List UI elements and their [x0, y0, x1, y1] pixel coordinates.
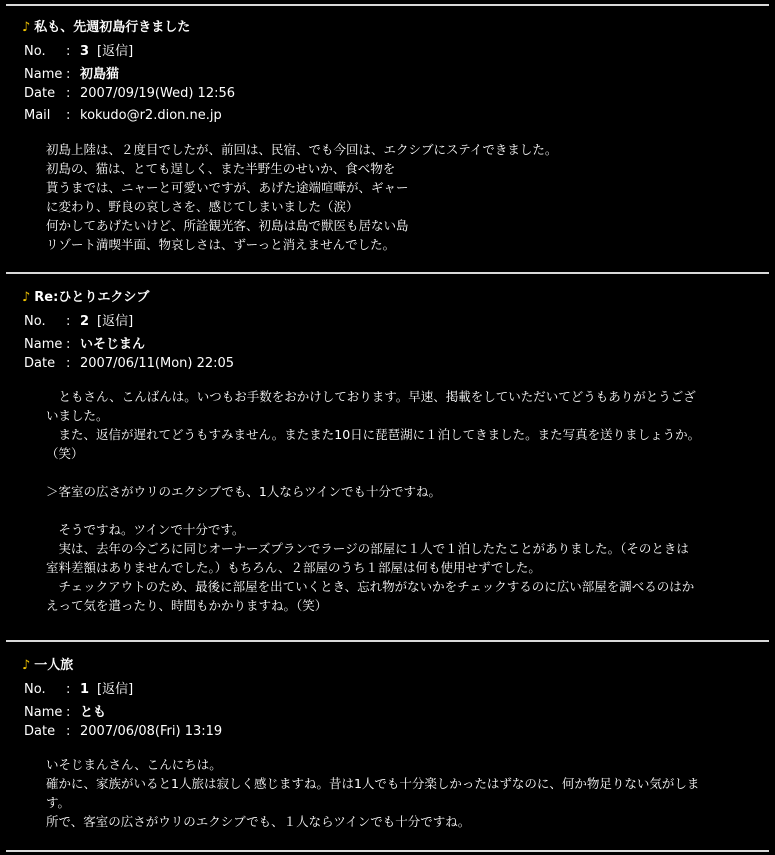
divider	[6, 640, 769, 642]
divider-top	[6, 4, 769, 6]
post-date: 2007/06/08(Fri) 13:19	[80, 724, 223, 739]
post-name-row: Name : とも	[24, 705, 107, 720]
post-name-row: Name : いそじまん	[24, 337, 146, 352]
music-note-icon: ♪	[22, 658, 31, 673]
author-name: とも	[80, 705, 107, 720]
reply-link[interactable]: [返信]	[97, 44, 134, 59]
post-date: 2007/09/19(Wed) 12:56	[80, 86, 236, 101]
post-date-row: Date : 2007/09/19(Wed) 12:56	[24, 86, 236, 101]
post-body: ともさん、こんばんは。いつもお手数をおかけしております。早速、掲載をしていただいてどうもありがとうござ いました。 また、返信が遅れてどうもすみません。またまた10日に琵琶湖に１泊してきました。また写真を送りましょうか。 （笑） ＞客室の広さがウリのエクシブでも、1人ならツインでも十分ですね。 そうですね。ツインで十分です。 実は、去年の今ごろに同じオーナーズプランでラージの部屋に１人で１泊したたことがありました。（そのときは 室料差額はありませんでした。）もちろん、２部屋のうち１部屋は何も使用せずでした。 チェックアウトのため、最後に部屋を出ていくとき、忘れ物がないかをチェックするのに広い部屋を調べるのはか えって気を遣ったり、時間もかかりますね。（笑）	[46, 389, 701, 613]
divider-bottom	[6, 850, 769, 852]
post-body: いそじまんさん、こんにちは。 確かに、家族がいると1人旅は寂しく感じますね。昔は1人でも十分楽しかったはずなのに、何か物足りない気がしま す。 所で、客室の広さがウリのエクシブでも、１人ならツインでも十分ですね。	[46, 757, 700, 829]
reply-link[interactable]: [返信]	[97, 682, 134, 697]
reply-link[interactable]: [返信]	[97, 314, 134, 329]
author-name: いそじまん	[80, 337, 146, 352]
post-title[interactable]: ♪ Re:ひとりエクシブ	[22, 290, 150, 305]
post-number: 3	[80, 44, 90, 59]
post-number: 2	[80, 314, 90, 329]
post-date: 2007/06/11(Mon) 22:05	[80, 356, 235, 371]
author-name: 初島猫	[80, 67, 120, 82]
post-no-row: No. : 1 [返信]	[24, 682, 134, 697]
post-no-row: No. : 3 [返信]	[24, 44, 134, 59]
mail-link[interactable]: kokudo@r2.dion.ne.jp	[80, 108, 222, 123]
post-mail-row: Mail : kokudo@r2.dion.ne.jp	[24, 108, 222, 123]
post-body: 初島上陸は、２度目でしたが、前回は、民宿、でも今回は、エクシブにステイできました。 初島の、猫は、とても逞しく、また半野生のせいか、食べ物を 貰うまでは、ニャーと可愛いですが、あげた途端喧嘩が、ギャー に変わり、野良の哀しさを、感じてしまいました（涙） 何かしてあげたいけど、所詮観光客、初島は島で獣医も居ない島 リゾート満喫半面、物哀しさは、ずーっと消えませんでした。	[46, 142, 558, 252]
post-number: 1	[80, 682, 90, 697]
post-title[interactable]: ♪ 一人旅	[22, 658, 74, 673]
music-note-icon: ♪	[22, 290, 31, 305]
post-no-row: No. : 2 [返信]	[24, 314, 134, 329]
post-title[interactable]: ♪ 私も、先週初島行きました	[22, 20, 191, 35]
music-note-icon: ♪	[22, 20, 31, 35]
post-date-row: Date : 2007/06/11(Mon) 22:05	[24, 356, 235, 371]
divider	[6, 272, 769, 274]
post-name-row: Name : 初島猫	[24, 67, 120, 82]
post-date-row: Date : 2007/06/08(Fri) 13:19	[24, 724, 223, 739]
